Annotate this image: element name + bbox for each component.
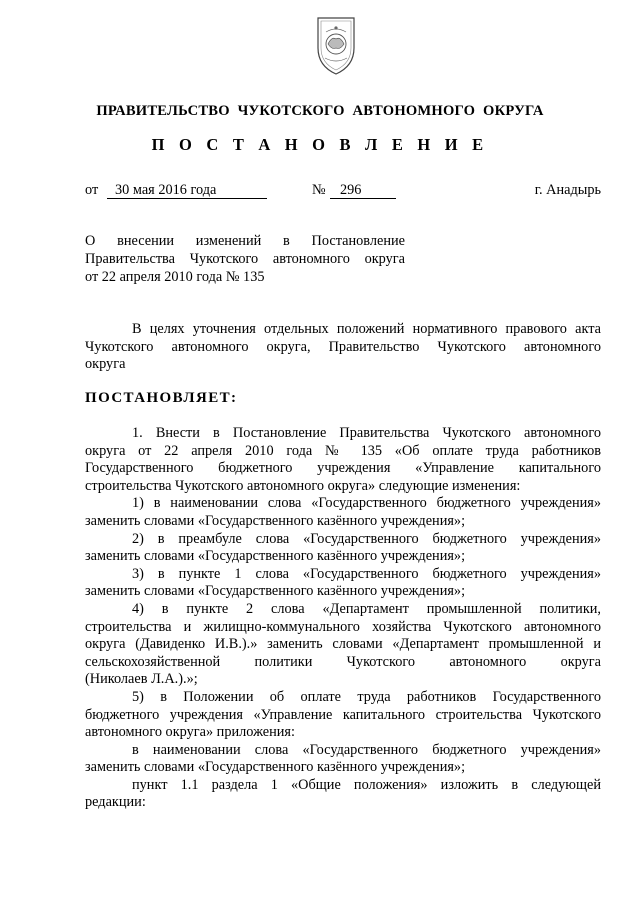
clause-line: заменить словами «Государственного казённого учреждения»; [85, 759, 466, 776]
number-value: 296 [340, 182, 362, 198]
clause-line: строительства Чукотского автономного округа» следующие изменения: [85, 477, 521, 494]
clause-line: округа (Давиденко И.В.).» заменить словами «Департамент промышленной и [85, 636, 601, 653]
preamble-line: В целях уточнения отдельных положений нормативного правового акта [132, 321, 601, 337]
clause-line: сельскохозяйственной политики Чукотского автономного округа [85, 653, 601, 670]
subject-line: О внесении изменений в Постановление [85, 233, 405, 249]
clause-line: 1. Внести в Постановление Правительства Чукотского автономного [132, 425, 601, 441]
clause-line: редакции: [85, 794, 146, 811]
clause-line: заменить словами «Государственного казённого учреждения»; [85, 512, 466, 529]
clause-line: 5) в Положении об оплате труда работников Государственного [132, 688, 601, 705]
number-sign: № [312, 182, 326, 198]
clause-line: автономного округа» приложения: [85, 724, 295, 741]
clauses [85, 425, 601, 812]
decree-heading: ПОСТАНОВЛЯЕТ: [85, 390, 238, 406]
subject-block [85, 232, 405, 286]
subject-line: Правительства Чукотского автономного округа [85, 251, 405, 267]
date-value: 30 мая 2016 года [115, 182, 217, 198]
clause-line: 1) в наименовании слова «Государственного бюджетного учреждения» [132, 495, 601, 512]
date-prefix: от [85, 182, 99, 198]
clause-line: Государственного бюджетного учреждения «Управление капитального [85, 460, 601, 477]
preamble [85, 321, 601, 374]
clause-line: заменить словами «Государственного казённого учреждения»; [85, 583, 466, 600]
clause-line: округа от 22 апреля 2010 года № 135 «Об оплате труда работников [85, 442, 601, 459]
clause-line: (Николаев Л.А.).»; [85, 671, 198, 688]
clause-line: заменить словами «Государственного казённого учреждения»; [85, 548, 466, 565]
coat-of-arms-icon [312, 14, 360, 76]
preamble-line: округа [85, 356, 126, 373]
city: г. Анадырь [534, 182, 601, 198]
clause-line: 4) в пункте 2 слова «Департамент промышленной политики, [132, 600, 601, 617]
clause-line: 3) в пункте 1 слова «Государственного бюджетного учреждения» [132, 565, 601, 582]
clause-line: строительства и жилищно-коммунального хозяйства Чукотского автономного [85, 618, 601, 635]
subject-line: от 22 апреля 2010 года № 135 [85, 269, 265, 285]
preamble-line: Чукотского автономного округа, Правительство Чукотского автономного [85, 338, 601, 355]
clause-line: бюджетного учреждения «Управление капитального строительства Чукотского [85, 706, 601, 723]
clause-line: в наименовании слова «Государственного бюджетного учреждения» [132, 741, 601, 758]
document-type-heading: П О С Т А Н О В Л Е Н И Е [151, 135, 489, 154]
clause-line: 2) в преамбуле слова «Государственного бюджетного учреждения» [132, 530, 601, 547]
organization-title: ПРАВИТЕЛЬСТВО ЧУКОТСКОГО АВТОНОМНОГО ОКРУГА [96, 103, 544, 119]
date-number-line [85, 182, 601, 204]
clause-line: пункт 1.1 раздела 1 «Общие положения» изложить в следующей [132, 776, 601, 793]
